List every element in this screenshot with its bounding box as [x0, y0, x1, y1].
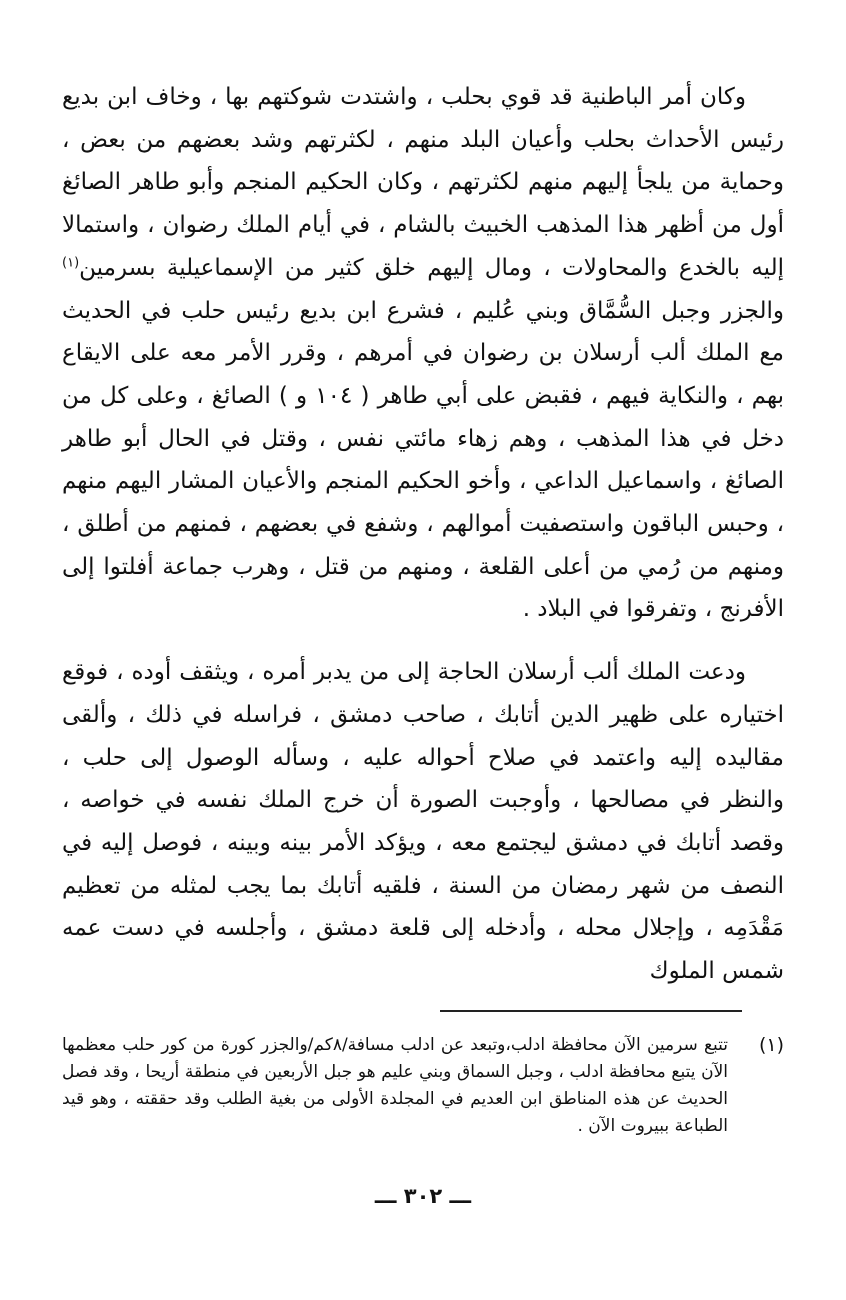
paragraph-text: وكان أمر الباطنية قد قوي بحلب ، واشتدت شوكتهم بها ، وخاف ابن بديع رئيس الأحداث بحلب وأعيان البلد منهم ، لكثرتهم وشد بعضهم من بعض ، وحماية من يلجأ إليهم منهم لكثرتهم ، وكان الحكيم المنجم وأبو طاهر الصائغ أول من أظهر هذا المذهب الخبيث بالشام ، في أيام الملك رضوان ، واستمالا إليه بالخدع والمحاولات ، ومال إليهم خلق كثير من الإسماعيلية بسرمين — [62, 84, 784, 281]
footnote-reference: (١) — [62, 255, 80, 271]
paragraph — [62, 76, 784, 631]
footnote-text: تتبع سرمين الآن محافظة ادلب،وتبعد عن ادلب مسافة/٨كم/والجزر كورة من كور حلب معظمها الآن يتبع محافظة ادلب ، وجبل السماق وبني عليم هو جبل الأربعين في منطقة أريحا ، وقد فصل الحديث عن هذه المناطق ابن العديم في المجلدة الأولى من بغية الطلب وقد حققته ، وهو قيد الطباعة ببيروت الآن . — [62, 1035, 728, 1136]
footnote — [62, 1032, 784, 1140]
page-number: ـــ ٣٠٢ ـــ — [374, 1184, 472, 1208]
footnote-marker: (١) — [758, 1034, 784, 1056]
paragraph-text-continued: والجزر وجبل السُّمَّاق وبني عُليم ، فشرع ابن بديع رئيس حلب في الحديث مع الملك ألب أرسلان بن رضوان في أمرهم ، وقرر الأمر معه على الايقاع بهم ، والنكاية فيهم ، فقبض على أبي طاهر ( ١٠٤ و ) الصائغ ، وعلى كل من دخل في هذا المذهب ، وهم زهاء مائتي نفس ، وقتل في الحال أبو طاهر الصائغ ، واسماعيل الداعي ، وأخو الحكيم المنجم والأعيان المشار اليهم منهم ، وحبس الباقون واستصفيت أموالهم ، وشفع في بعضهم ، فمنهم من أطلق ، ومنهم من رُمي من أعلى القلعة ، ومنهم من قتل ، وهرب جماعة أفلتوا إلى الأفرنج ، وتفرقوا في البلاد . — [62, 297, 784, 623]
main-text — [62, 76, 784, 993]
paragraph: ودعت الملك ألب أرسلان الحاجة إلى من يدبر أمره ، ويثقف أوده ، فوقع اختياره على ظهير الدين أتابك ، صاحب دمشق ، فراسله في ذلك ، وألقى مقاليده إليه واعتمد في صلاح أحواله عليه ، وسأله الوصول إلى حلب ، والنظر في مصالحها ، وأوجبت الصورة أن خرج الملك نفسه في خواصه ، وقصد أتابك في دمشق ليجتمع معه ، ويؤكد الأمر بينه وبينه ، فوصل إليه في النصف من شهر رمضان من السنة ، فلقيه أتابك بما يجب لمثله من تعظيم مَقْدَمِه ، وإجلال محله ، وأدخله إلى قلعة دمشق ، وأجلسه في دست عمه شمس الملوك — [62, 659, 784, 985]
footnote-divider — [440, 1010, 742, 1012]
